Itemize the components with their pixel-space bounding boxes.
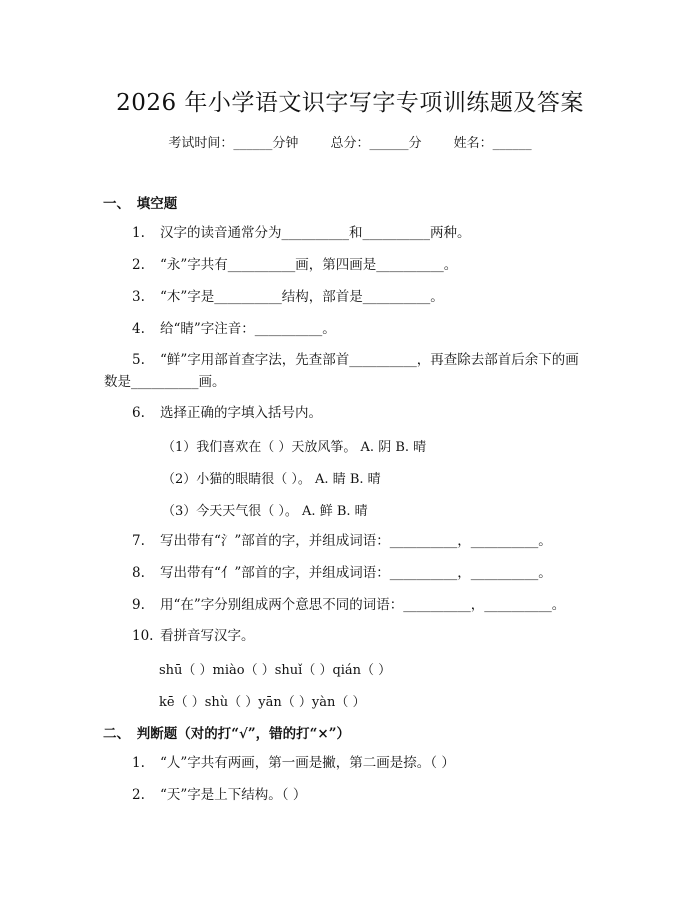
question-1	[132, 222, 471, 244]
question-number: 2.	[132, 787, 145, 803]
question-text: 选择正确的字填入括号内。	[160, 405, 322, 421]
question-number: 2.	[132, 257, 145, 273]
question-text: 给“睛”字注音：__________。	[160, 321, 336, 337]
section-heading-fill: 一、 填空题	[103, 196, 178, 212]
question-10	[132, 625, 255, 647]
q6-option-3: （3）今天天气很（ ）。 A. 鲜 B. 晴	[162, 504, 368, 519]
question-text: “木”字是__________结构，部首是__________。	[160, 289, 444, 305]
question-6	[132, 402, 322, 424]
question-number: 1.	[132, 225, 145, 241]
question-5	[132, 349, 579, 371]
judge-question-2	[132, 784, 306, 806]
q10-pinyin-row-2: kē（ ）shù（ ）yān（ ）yàn（ ）	[159, 695, 366, 710]
question-8	[132, 562, 552, 584]
section-heading-judge: 二、 判断题（对的打“√”，错的打“×”）	[103, 726, 350, 742]
question-number: 4.	[132, 321, 145, 337]
question-7	[132, 530, 552, 552]
question-text: “鲜”字用部首查字法，先查部首__________，再查除去部首后余下的画	[160, 352, 579, 368]
question-number: 7.	[132, 533, 145, 549]
q10-pinyin-row-1: shū（ ）miào（ ）shuǐ（ ）qián（ ）	[159, 663, 392, 678]
page-title: 2026 年小学语文识字写字专项训练题及答案	[116, 90, 584, 116]
question-text: “永”字共有__________画，第四画是__________。	[160, 257, 458, 273]
question-text: 汉字的读音通常分为__________和__________两种。	[160, 225, 471, 241]
judge-question-1	[132, 752, 455, 774]
question-text: 写出带有“亻”部首的字，并组成词语：__________，__________。	[160, 565, 552, 581]
exam-score: 总分：______分	[330, 136, 422, 151]
question-text: 用“在”字分别组成两个意思不同的词语：__________，__________。	[160, 597, 566, 613]
student-name: 姓名：______	[453, 136, 532, 151]
question-3	[132, 286, 444, 308]
exam-meta	[0, 132, 700, 151]
question-number: 6.	[132, 405, 145, 421]
question-4	[132, 318, 336, 340]
exam-time: 考试时间：______分钟	[168, 136, 299, 151]
question-number: 5.	[132, 352, 145, 368]
question-number: 8.	[132, 565, 145, 581]
question-5-continuation: 数是__________画。	[104, 374, 226, 390]
question-text: “人”字共有两画，第一画是撇，第二画是捺。（ ）	[160, 755, 455, 771]
question-text: 看拼音写汉字。	[160, 628, 255, 644]
question-text: 写出带有“氵”部首的字，并组成词语：__________，__________。	[160, 533, 552, 549]
question-number: 9.	[132, 597, 145, 613]
question-2	[132, 254, 457, 276]
q6-option-1: （1）我们喜欢在（ ）天放风筝。 A. 阴 B. 晴	[162, 440, 427, 455]
question-number: 1.	[132, 755, 145, 771]
question-number: 10.	[132, 628, 154, 644]
q6-option-2: （2）小猫的眼睛很（ ）。 A. 睛 B. 晴	[162, 472, 381, 487]
question-number: 3.	[132, 289, 145, 305]
question-9	[132, 594, 565, 616]
question-text: “天”字是上下结构。（ ）	[160, 787, 307, 803]
